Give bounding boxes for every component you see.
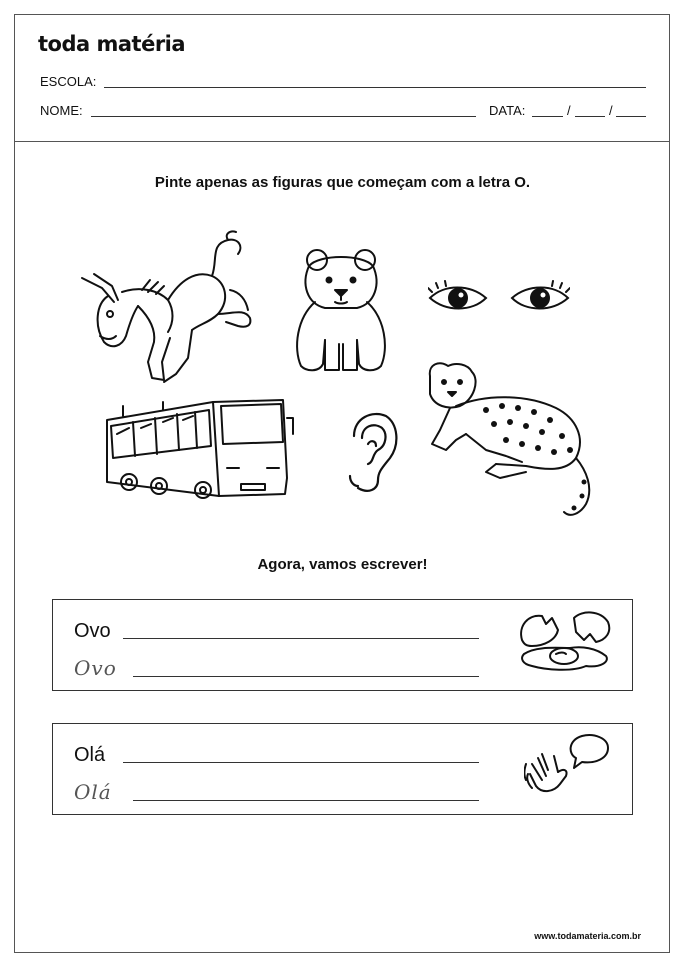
footer-url[interactable]: www.todamateria.com.br xyxy=(534,931,641,941)
practice-word-cursive: Ovo xyxy=(74,656,117,680)
bus-icon[interactable] xyxy=(103,398,295,502)
practice-word-print: Olá xyxy=(74,744,106,766)
name-label: NOME: xyxy=(40,103,83,118)
jaguar-icon[interactable] xyxy=(426,358,606,522)
writing-instruction: Agora, vamos escrever! xyxy=(257,556,428,573)
date-month-field[interactable] xyxy=(575,116,605,117)
ear-icon[interactable] xyxy=(344,410,400,494)
writing-line[interactable] xyxy=(123,638,479,639)
coloring-instruction: Pinte apenas as figuras que começam com a letra O. xyxy=(154,174,531,191)
writing-line[interactable] xyxy=(133,676,479,677)
school-field[interactable] xyxy=(104,87,646,88)
brand-logo: toda matéria xyxy=(38,32,186,56)
writing-line[interactable] xyxy=(123,762,479,763)
date-label: DATA: xyxy=(489,103,526,118)
school-label: ESCOLA: xyxy=(40,74,97,89)
bear-icon[interactable] xyxy=(291,244,391,376)
date-year-field[interactable] xyxy=(616,116,646,117)
egg-icon xyxy=(516,608,614,674)
date-separator: / xyxy=(609,103,613,118)
donkey-icon[interactable] xyxy=(78,230,258,392)
name-field[interactable] xyxy=(91,116,476,117)
date-day-field[interactable] xyxy=(532,116,563,117)
date-separator: / xyxy=(567,103,571,118)
eyes-icon[interactable] xyxy=(428,280,570,320)
practice-word-print: Ovo xyxy=(74,620,111,642)
practice-word-cursive: Olá xyxy=(74,780,112,804)
header-divider xyxy=(14,141,670,142)
waving-hand-speech-icon xyxy=(524,734,610,796)
writing-line[interactable] xyxy=(133,800,479,801)
